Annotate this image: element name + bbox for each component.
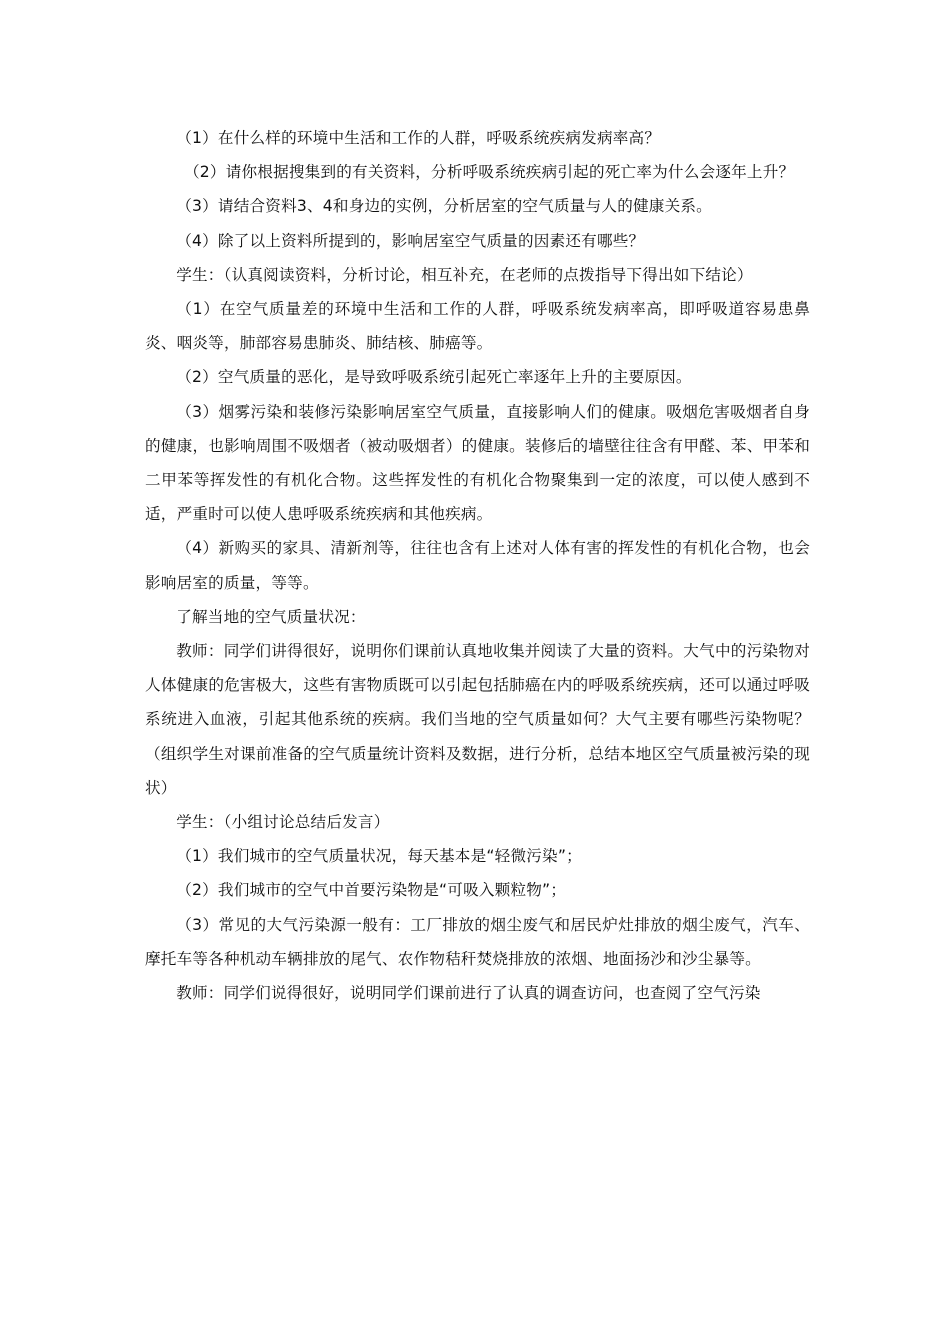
conclusion-3: （3）烟雾污染和装修污染影响居室空气质量，直接影响人们的健康。吸烟危害吸烟者自身的健康，也影响周围不吸烟者（被动吸烟者）的健康。装修后的墙壁往往含有甲醛、苯、甲苯和二甲苯等挥发性的有机化合物。这些挥发性的有机化合物聚集到一定的浓度，可以使人感到不适，严重时可以使人患呼吸系统疾病和其他疾病。 [145,402,810,524]
conclusion-2: （2）空气质量的恶化，是导致呼吸系统引起死亡率逐年上升的主要原因。 [176,368,692,387]
student-discussion-intro: 学生：（小组讨论总结后发言） [176,813,390,832]
question-1: （1）在什么样的环境中生活和工作的人群，呼吸系统疾病发病率高？ [176,129,661,147]
student-point-2: （2）我们城市的空气中首要污染物是“可吸入颗粒物”； [176,881,567,900]
student-point-3: （3）常见的大气污染源一般有：工厂排放的烟尘废气和居民炉灶排放的烟尘废气，汽车、摩托车等各种机动车辆排放的尾气、农作物秸秆焚烧排放的浓烟、地面扬沙和沙尘暴等。 [145,915,810,968]
question-2: （2）请你根据搜集到的有关资料，分析呼吸系统疾病引起的死亡率为什么会逐年上升？ [184,163,795,182]
question-3: （3）请结合资料3、4和身边的实例，分析居室的空气质量与人的健康关系。 [176,197,712,216]
conclusion-1: （1）在空气质量差的环境中生活和工作的人群，呼吸系统发病率高，即呼吸道容易患鼻炎、咽炎等，肺部容易患肺炎、肺结核、肺癌等。 [145,300,810,353]
question-4: （4）除了以上资料所提到的，影响居室空气质量的因素还有哪些？ [176,231,645,250]
student-response-intro: 学生：（认真阅读资料，分析讨论，相互补充，在老师的点拨指导下得出如下结论） [176,265,753,284]
student-point-1: （1）我们城市的空气质量状况，每天基本是“轻微污染”； [176,847,582,866]
section-heading: 了解当地的空气质量状况： [176,607,366,626]
teacher-paragraph-1: 教师：同学们讲得很好，说明你们课前认真地收集并阅读了大量的资料。大气中的污染物对人体健康的危害极大，这些有害物质既可以引起包括肺癌在内的呼吸系统疾病，还可以通过呼吸系统进入血液，引起其他系统的疾病。我们当地的空气质量如何？大气主要有哪些污染物呢？（组织学生对课前准备的空气质量统计资料及数据，进行分析，总结本地区空气质量被污染的现状） [145,642,810,797]
teacher-paragraph-2: 教师：同学们说得很好，说明同学们课前进行了认真的调查访问，也查阅了空气污染 [176,984,761,1003]
document-body [145,121,810,1010]
conclusion-4: （4）新购买的家具、清新剂等，往往也含有上述对人体有害的挥发性的有机化合物，也会影响居室的质量，等等。 [145,539,810,592]
